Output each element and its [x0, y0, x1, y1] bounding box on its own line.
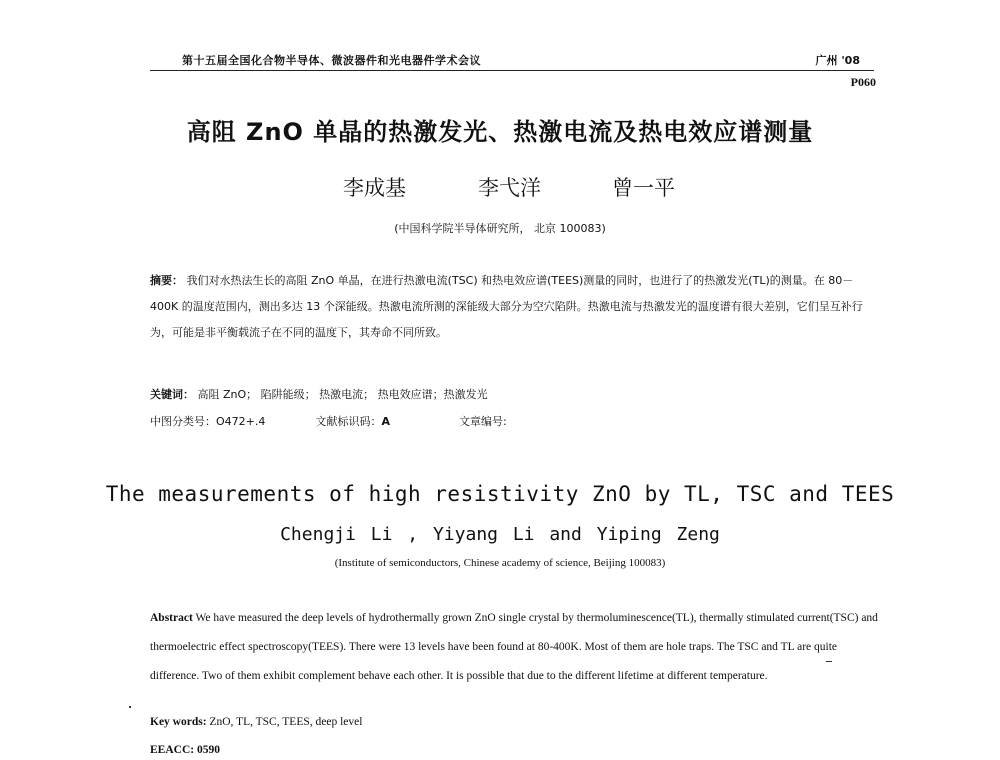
- running-header: [150, 50, 874, 71]
- abstract-en-text: We have measured the deep levels of hydrothermally grown ZnO single crystal by thermoluminescence(TL), thermally stimulated current(TSC) and thermoelectric effect spectroscopy(TEES). There were 13 levels have been found at 80-400K. Most of them are hole traps. The TSC and TL are quite difference. Two of them exhibit complement behave each other. It is possible that due to the different lifetime at different temperature.: [150, 612, 878, 682]
- keywords-chinese: [150, 386, 488, 402]
- eeacc-code: EEACC: 0590: [150, 744, 220, 756]
- author-cn-2: 李弋洋: [478, 176, 541, 200]
- keywords-cn-text: 高阻 ZnO； 陷阱能级； 热激电流； 热电效应谱；热激发光: [197, 388, 488, 401]
- doc-code-value: A: [381, 415, 391, 428]
- author-cn-1: 李成基: [343, 176, 406, 200]
- abstract-english: [150, 604, 878, 691]
- paper-id: P060: [850, 75, 876, 89]
- abstract-chinese: [150, 268, 876, 346]
- classification-line: [150, 413, 876, 429]
- affiliation-english: (Institute of semiconductors, Chinese academy of science, Beijing 100083): [334, 557, 666, 569]
- abstract-cn-label: 摘要：: [150, 274, 183, 287]
- doc-code-label: 文献标识码：: [315, 415, 382, 428]
- abstract-cn-text: 我们对水热法生长的高阻 ZnO 单晶，在进行热激电流(TSC) 和热电效应谱(TEES)测量的同时，也进行了的热激发光(TL)的测量。在 80－400K 的温度范围内，测出多达 13 个深能级。热激电流所测的深能级大部分为空穴陷阱。热激电流与热激发光的温度谱有很大差别，它们呈互补行为，可能是非平衡载流子在不同的温度下，其寿命不同所致。: [150, 274, 863, 339]
- title-chinese: 高阻 ZnO 单晶的热激发光、热激电流及热电效应谱测量: [186, 118, 814, 146]
- author-cn-3: 曾一平: [612, 176, 675, 200]
- conference-title: 第十五届全国化合物半导体、微波器件和光电器件学术会议: [182, 54, 481, 67]
- scan-speck: [129, 706, 131, 708]
- clc-label: 中图分类号：: [150, 415, 216, 428]
- abstract-en-label: Abstract: [150, 612, 193, 624]
- keywords-en-text: ZnO, TL, TSC, TEES, deep level: [209, 716, 363, 728]
- title-english: The measurements of high resistivity ZnO by TL, TSC and TEES: [105, 482, 895, 506]
- keywords-cn-label: 关键词：: [150, 388, 194, 401]
- clc-value: O472+.4: [216, 415, 266, 428]
- affiliation-chinese: (中国科学院半导体研究所， 北京 100083): [394, 222, 606, 235]
- conference-location: 广州 '08: [815, 54, 860, 67]
- keywords-en-label: Key words:: [150, 716, 207, 728]
- scan-speck: [826, 661, 832, 662]
- authors-english: Chengji Li , Yiyang Li and Yiping Zeng: [280, 524, 720, 545]
- article-no-label: 文章编号:: [459, 415, 507, 428]
- keywords-english: [150, 716, 362, 728]
